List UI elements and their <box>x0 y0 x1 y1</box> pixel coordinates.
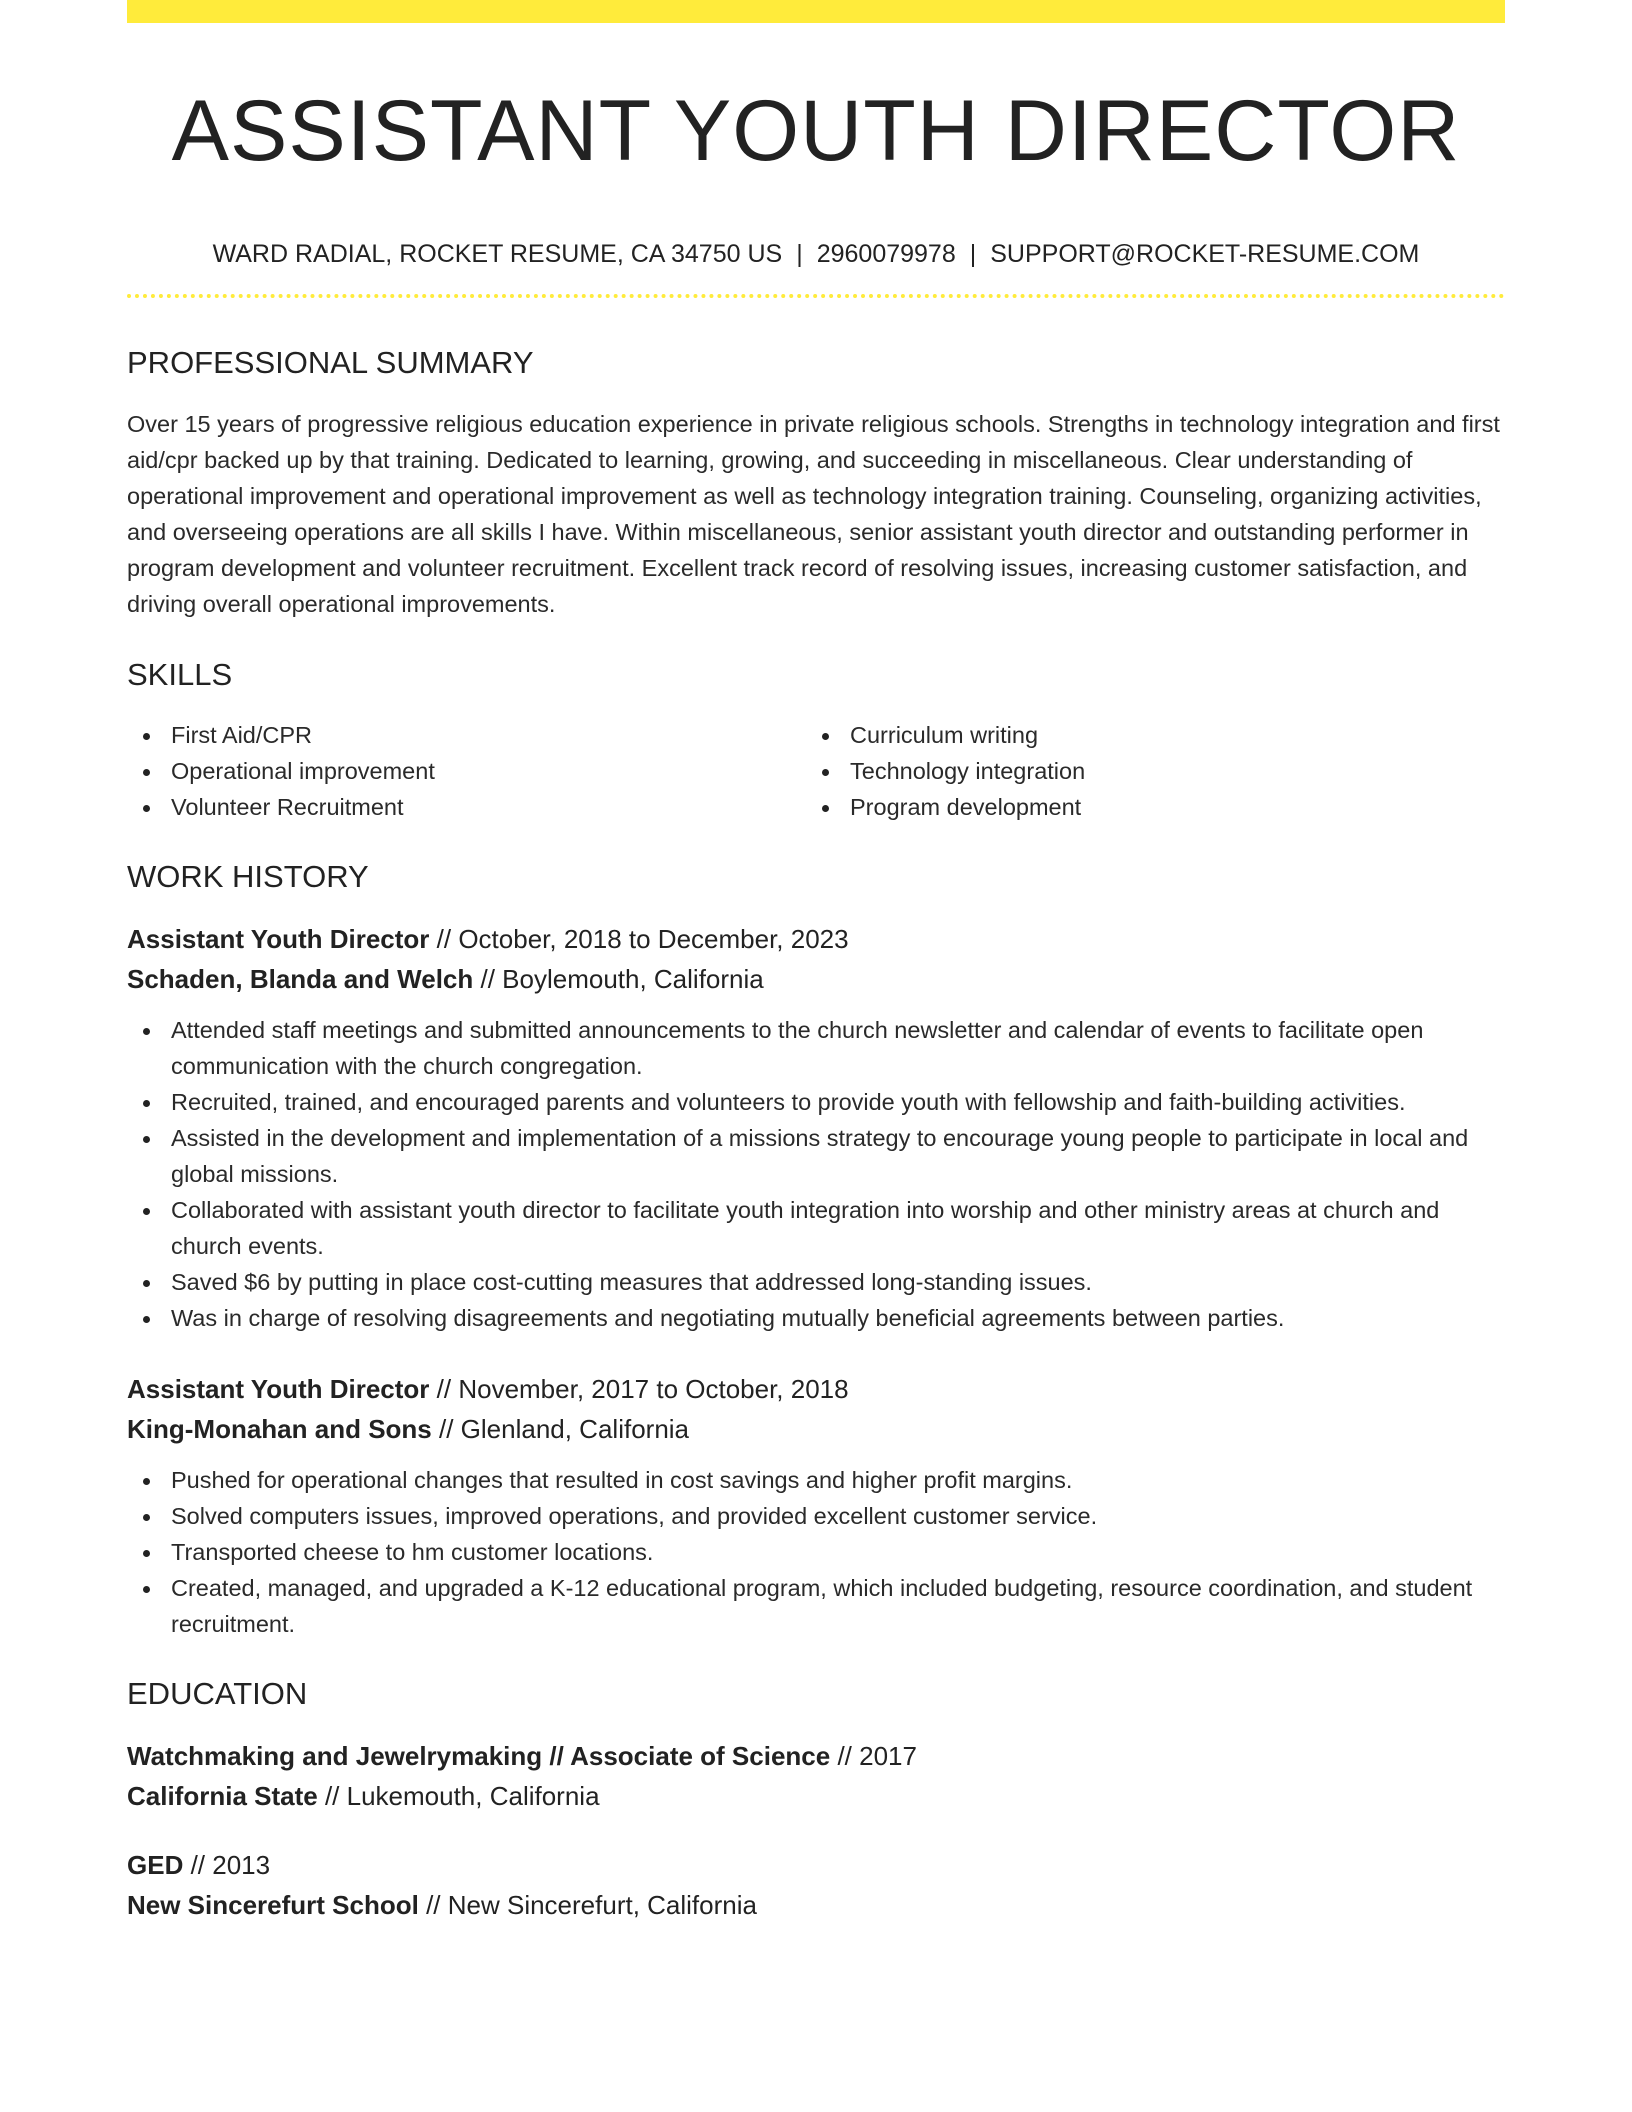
skill-item: First Aid/CPR <box>127 717 806 753</box>
job-entry <box>127 1369 1505 1642</box>
education-location: // New Sincerefurt, California <box>418 1890 757 1920</box>
job-title-line <box>127 919 1505 959</box>
contact-address: WARD RADIAL, ROCKET RESUME, CA 34750 US <box>212 240 783 268</box>
job-title-line <box>127 1369 1505 1409</box>
job-dates: // November, 2017 to October, 2018 <box>429 1374 849 1404</box>
job-company: Schaden, Blanda and Welch <box>127 964 474 994</box>
job-location: // Boylemouth, California <box>473 964 764 994</box>
education-degree: Watchmaking and Jewelrymaking // Associate of Science <box>127 1741 831 1771</box>
job-entry <box>127 919 1505 1336</box>
skills-column-left <box>127 717 806 825</box>
skills-column-right <box>806 717 1485 825</box>
job-location: // Glenland, California <box>431 1414 690 1444</box>
job-dates: // October, 2018 to December, 2023 <box>429 924 849 954</box>
summary-heading: PROFESSIONAL SUMMARY <box>127 345 534 380</box>
summary-text: Over 15 years of progressive religious education experience in private religious schools. Strengths in technology integration and first aid/cpr backed up by that training. Dedicated to learning, growing, and succeeding in miscellaneous. Clear understanding of operational improvement and operational improvement as well as technology integration training. Counseling, organizing activities, and overseeing operations are all skills I have. Within miscellaneous, senior assistant youth director and outstanding performer in program development and volunteer recruitment. Excellent track record of resolving issues, increasing customer satisfaction, and driving overall operational improvements. <box>127 411 1500 617</box>
job-bullet: Collaborated with assistant youth director to facilitate youth integration into worship and other ministry areas at church and church events. <box>127 1192 1505 1264</box>
education-year: // 2017 <box>830 1741 917 1771</box>
education-degree: GED <box>127 1850 184 1880</box>
job-bullet: Attended staff meetings and submitted announcements to the church newsletter and calendar of events to facilitate open communication with the church congregation. <box>127 1012 1505 1084</box>
job-position: Assistant Youth Director <box>127 924 430 954</box>
job-bullet: Saved $6 by putting in place cost-cutting measures that addressed long-standing issues. <box>127 1264 1505 1300</box>
skills-heading: SKILLS <box>127 657 233 692</box>
job-company-line <box>127 1409 1505 1449</box>
job-bullet: Solved computers issues, improved operations, and provided excellent customer service. <box>127 1498 1505 1534</box>
education-entry <box>127 1845 1505 1925</box>
resume-name: ASSISTANT YOUTH DIRECTOR <box>171 83 1461 179</box>
skill-item: Volunteer Recruitment <box>127 789 806 825</box>
job-bullet: Assisted in the development and implementation of a missions strategy to encourage young people to participate in local and global missions. <box>127 1120 1505 1192</box>
job-company: King-Monahan and Sons <box>127 1414 432 1444</box>
education-year: // 2013 <box>183 1850 271 1880</box>
skill-item: Program development <box>806 789 1485 825</box>
job-bullet: Was in charge of resolving disagreements and negotiating mutually beneficial agreements between parties. <box>127 1300 1505 1336</box>
job-bullet: Recruited, trained, and encouraged parents and volunteers to provide youth with fellowship and faith-building activities. <box>127 1084 1505 1120</box>
education-location: // Lukemouth, California <box>317 1781 600 1811</box>
job-bullets <box>127 1462 1505 1642</box>
work-history-heading: WORK HISTORY <box>127 859 369 894</box>
education-entry <box>127 1736 1505 1816</box>
contact-separator: | <box>969 240 977 268</box>
dotted-divider <box>127 294 1505 298</box>
contact-separator: | <box>796 240 803 268</box>
job-bullets <box>127 1012 1505 1336</box>
education-degree-line <box>127 1736 1505 1776</box>
skills-list <box>127 717 1505 825</box>
job-company-line <box>127 959 1505 999</box>
education-school-line <box>127 1776 1505 1816</box>
resume-page <box>127 0 1505 1925</box>
contact-email: SUPPORT@ROCKET-RESUME.COM <box>990 240 1420 268</box>
education-heading: EDUCATION <box>127 1676 308 1711</box>
education-school: New Sincerefurt School <box>127 1890 419 1920</box>
job-bullet: Pushed for operational changes that resulted in cost savings and higher profit margins. <box>127 1462 1505 1498</box>
skill-item: Technology integration <box>806 753 1485 789</box>
skill-item: Curriculum writing <box>806 717 1485 753</box>
job-bullet: Created, managed, and upgraded a K-12 educational program, which included budgeting, resource coordination, and student recruitment. <box>127 1570 1505 1642</box>
job-position: Assistant Youth Director <box>127 1374 430 1404</box>
job-bullet: Transported cheese to hm customer locations. <box>127 1534 1505 1570</box>
contact-line <box>127 239 1505 269</box>
education-school: California State <box>127 1781 318 1811</box>
skill-item: Operational improvement <box>127 753 806 789</box>
contact-phone: 2960079978 <box>816 240 956 268</box>
accent-top-bar <box>127 0 1505 23</box>
education-school-line <box>127 1885 1505 1925</box>
education-degree-line <box>127 1845 1505 1885</box>
